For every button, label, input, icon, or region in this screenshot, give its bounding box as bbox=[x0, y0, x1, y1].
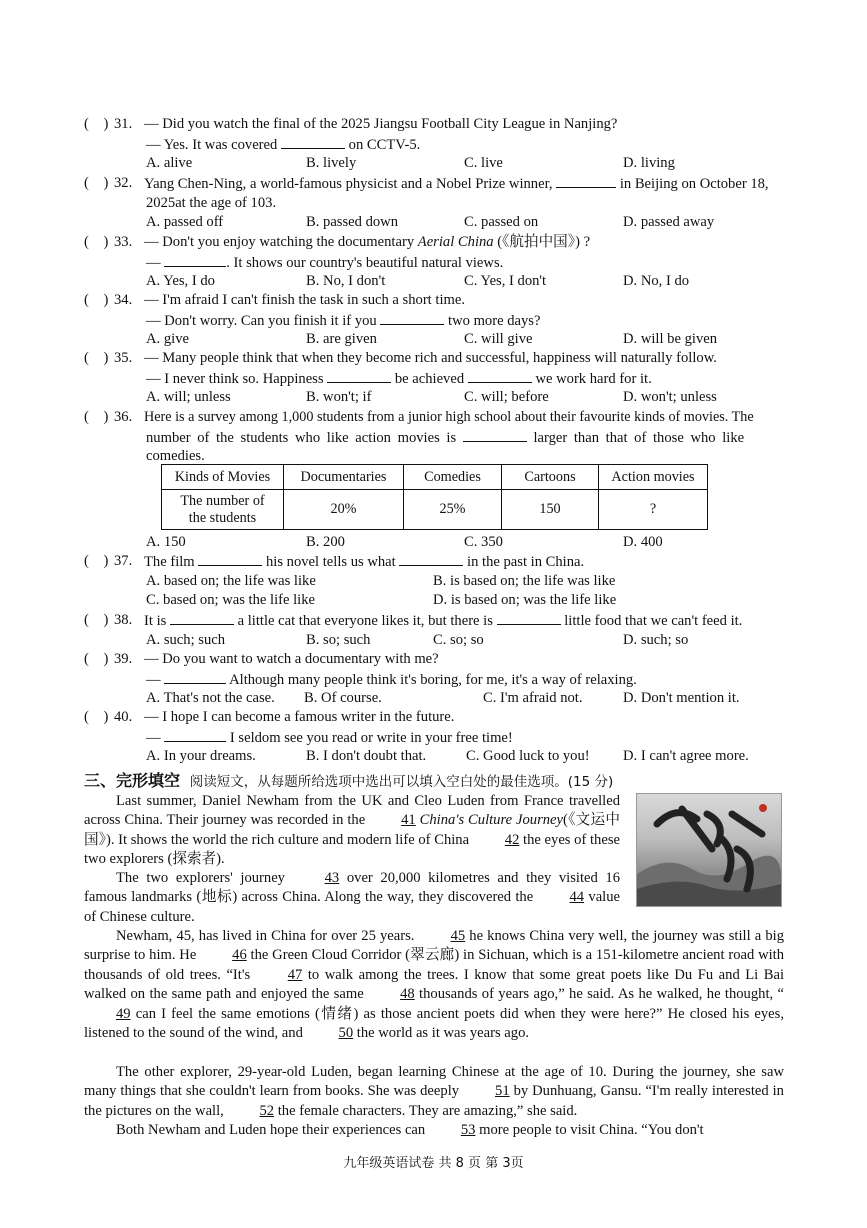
question-34 bbox=[84, 291, 790, 350]
question-35 bbox=[84, 349, 790, 408]
question-36-options bbox=[84, 533, 790, 553]
option-b: B. No, I don't bbox=[306, 273, 386, 290]
question-text: Here is a survey among 1,000 students from a junior high school about their favourite kinds of movies. The bbox=[144, 409, 754, 425]
question-number: 32. bbox=[114, 175, 133, 191]
question-text: Although many people think it's boring, for me, it's a way of relaxing. bbox=[229, 671, 637, 688]
row-label-line: the students bbox=[188, 509, 257, 526]
question-text: — Yes. It was covered bbox=[146, 136, 278, 153]
passage-text: the eyes of these two explorers (探索者). bbox=[84, 831, 620, 868]
question-number: 34. bbox=[114, 292, 133, 308]
answer-blank bbox=[164, 253, 226, 267]
question-text: — I'm afraid I can't finish the task in such a short time. bbox=[144, 292, 465, 308]
ink-painting-image bbox=[637, 794, 781, 906]
cloze-blank: 44 bbox=[569, 889, 585, 906]
dash: — bbox=[146, 671, 165, 688]
option-b: B. 200 bbox=[306, 534, 345, 550]
passage-paragraph-4 bbox=[84, 1063, 784, 1121]
option-a: A. In your dreams. bbox=[146, 748, 256, 765]
question-text: we work hard for it. bbox=[535, 370, 652, 387]
question-number: 39. bbox=[114, 651, 133, 667]
option-a: A. Yes, I do bbox=[146, 273, 215, 290]
passage-text: the female characters. They are amazing,” she said. bbox=[277, 1102, 578, 1119]
question-text: little food that we can't feed it. bbox=[564, 613, 743, 629]
question-text: on CCTV-5. bbox=[348, 136, 421, 153]
option-d: D. passed away bbox=[623, 214, 715, 231]
passage-text: Newham, 45, has lived in China for over 25 years. bbox=[116, 928, 415, 944]
table-row-label bbox=[162, 490, 284, 530]
answer-paren: ( ) bbox=[84, 292, 109, 308]
option-a: A. alive bbox=[146, 155, 193, 172]
documentary-title: Aerial China bbox=[417, 234, 494, 250]
passage-paragraph-5 bbox=[84, 1121, 784, 1140]
option-c: C. so; so bbox=[433, 631, 484, 648]
page-footer: 九年级英语试卷 共 8 页 第 3页 bbox=[343, 1156, 524, 1171]
cloze-blank: 53 bbox=[460, 1122, 476, 1138]
option-b: B. so; such bbox=[306, 631, 371, 648]
question-text: It is bbox=[144, 613, 167, 629]
passage-text: The two explorers' journey bbox=[116, 870, 285, 886]
answer-paren: ( ) bbox=[84, 612, 109, 628]
table-header: Kinds of Movies bbox=[162, 465, 284, 490]
option-b: B. Of course. bbox=[304, 690, 382, 707]
question-text: comedies. bbox=[146, 448, 205, 465]
option-b: B. I don't doubt that. bbox=[306, 748, 427, 765]
passage-text: Last summer, Daniel Newham from the UK and Cleo Luden from France travelled across China. Their journey was recorded in the bbox=[84, 793, 620, 829]
cloze-blank: 48 bbox=[400, 986, 415, 1003]
option-a: A. 150 bbox=[146, 534, 186, 550]
question-36 bbox=[84, 408, 790, 467]
question-text: — Don't worry. Can you finish it if you bbox=[146, 312, 377, 329]
option-a: A. such; such bbox=[146, 631, 226, 648]
section-instruction: 阅读短文，从每题所给选项中选出可以填入空白处的最佳选项。(15 分) bbox=[189, 774, 614, 790]
option-b: B. passed down bbox=[306, 214, 399, 231]
table-header: Cartoons bbox=[502, 465, 599, 490]
passage-text: value of Chinese culture. bbox=[84, 889, 620, 925]
answer-blank bbox=[497, 611, 561, 625]
passage-paragraph-2 bbox=[84, 869, 620, 927]
passage-text: the Green Cloud Corridor (翠云廊) in Sichuan, which is a 151-kilometre ancient road with thousands of old trees. “It's bbox=[84, 947, 785, 983]
passage-paragraph-3 bbox=[84, 927, 784, 1043]
question-number: 31. bbox=[114, 116, 133, 132]
answer-blank bbox=[164, 670, 226, 684]
passage-paragraph-1 bbox=[84, 792, 620, 870]
question-text: The film bbox=[144, 554, 195, 570]
question-text: (《航拍中国》) ? bbox=[497, 234, 591, 250]
option-c: C. passed on bbox=[464, 214, 539, 231]
passage-text: to walk among the trees. I know that some great poets like Du Fu and Li Bai walked on the same path and enjoyed the same bbox=[84, 966, 785, 1003]
option-d: D. will be given bbox=[623, 331, 718, 348]
question-text: two more days? bbox=[448, 312, 541, 329]
row-label-line: The number of bbox=[180, 492, 265, 509]
option-b: B. is based on; the life was like bbox=[433, 572, 616, 589]
option-c: C. Good luck to you! bbox=[466, 748, 590, 765]
cloze-blank: 41 bbox=[401, 812, 416, 829]
question-32 bbox=[84, 174, 790, 233]
cloze-blank: 47 bbox=[287, 966, 303, 983]
answer-paren: ( ) bbox=[84, 116, 109, 132]
question-text: larger than that of those who like bbox=[533, 429, 745, 446]
option-c: C. Yes, I don't bbox=[464, 273, 547, 290]
option-c: C. live bbox=[464, 155, 503, 172]
passage-text: can I feel the same emotions (情绪) as those ancient poets did when they were here?” He closed his eyes, listened to the sound of the wind, and bbox=[84, 1005, 784, 1042]
question-text: — Don't you enjoy watching the documentary bbox=[144, 234, 415, 250]
dash: — bbox=[146, 729, 165, 746]
question-number: 37. bbox=[114, 553, 133, 569]
question-text: — Do you want to watch a documentary with me? bbox=[144, 651, 439, 667]
question-text: . It shows our country's beautiful natural views. bbox=[226, 254, 504, 271]
cloze-blank: 49 bbox=[116, 1005, 131, 1022]
answer-blank bbox=[198, 552, 262, 566]
option-d: D. living bbox=[623, 155, 675, 172]
question-31 bbox=[84, 115, 790, 174]
option-d: D. is based on; was the life like bbox=[433, 592, 617, 609]
question-text: his novel tells us what bbox=[265, 554, 396, 570]
question-39 bbox=[84, 650, 790, 709]
answer-paren: ( ) bbox=[84, 651, 109, 667]
question-text: — I never think so. Happiness bbox=[146, 370, 324, 387]
option-d: D. I can't agree more. bbox=[623, 748, 749, 765]
answer-blank bbox=[170, 611, 234, 625]
answer-blank bbox=[556, 174, 616, 188]
option-b: B. are given bbox=[306, 331, 377, 348]
question-33 bbox=[84, 233, 790, 292]
answer-blank bbox=[468, 369, 532, 383]
option-a: A. give bbox=[146, 331, 189, 348]
option-d: D. No, I do bbox=[623, 273, 690, 290]
table-header: Comedies bbox=[404, 465, 502, 490]
answer-paren: ( ) bbox=[84, 553, 109, 569]
question-text: in Beijing on October 18, bbox=[619, 176, 769, 192]
question-text: in the past in China. bbox=[467, 554, 585, 570]
table-cell: 150 bbox=[502, 490, 599, 530]
option-c: C. will give bbox=[464, 331, 533, 348]
answer-paren: ( ) bbox=[84, 409, 109, 425]
question-number: 33. bbox=[114, 234, 133, 250]
dash: — bbox=[146, 254, 165, 271]
question-number: 36. bbox=[114, 409, 133, 425]
answer-blank bbox=[380, 311, 444, 325]
answer-paren: ( ) bbox=[84, 709, 109, 725]
passage-text: by Dunhuang, Gansu. “I'm really interested in the pictures on the wall, bbox=[84, 1083, 784, 1119]
option-a: A. passed off bbox=[146, 214, 224, 231]
cloze-blank: 46 bbox=[232, 947, 247, 964]
table-header: Action movies bbox=[599, 465, 708, 490]
survey-table bbox=[161, 464, 708, 530]
question-text: number of the students who like action movies is bbox=[146, 429, 457, 446]
cloze-blank: 42 bbox=[504, 831, 520, 848]
cloze-blank: 45 bbox=[450, 928, 466, 944]
answer-blank bbox=[399, 552, 463, 566]
option-a: A. will; unless bbox=[146, 389, 231, 406]
passage-text: The other explorer, 29-year-old Luden, began learning Chinese at the age of 10. During the journey, she saw many things that she couldn't learn from books. She was deeply bbox=[84, 1064, 784, 1100]
option-a: A. That's not the case. bbox=[146, 690, 275, 707]
section-title: 三、完形填空 bbox=[84, 771, 181, 790]
answer-paren: ( ) bbox=[84, 350, 109, 366]
question-text: a little cat that everyone likes it, but there is bbox=[237, 613, 493, 629]
question-text: — I hope I can become a famous writer in the future. bbox=[144, 709, 455, 725]
option-b: B. won't; if bbox=[306, 389, 372, 406]
question-37 bbox=[84, 552, 790, 611]
option-d: D. such; so bbox=[623, 631, 689, 648]
answer-blank bbox=[164, 728, 226, 742]
option-d: D. Don't mention it. bbox=[623, 690, 740, 707]
answer-blank bbox=[327, 369, 391, 383]
table-cell: 20% bbox=[284, 490, 404, 530]
cloze-blank: 43 bbox=[324, 870, 340, 886]
passage-text: the world as it was years ago. bbox=[356, 1025, 530, 1042]
option-b: B. lively bbox=[306, 155, 357, 172]
question-text: be achieved bbox=[394, 370, 465, 387]
passage-text: thousands of years ago,” he said. As he walked, he thought, “ bbox=[419, 986, 784, 1003]
answer-blank bbox=[281, 135, 345, 149]
option-d: D. 400 bbox=[623, 534, 663, 550]
question-number: 40. bbox=[114, 709, 133, 725]
passage-text: Both Newham and Luden hope their experiences can bbox=[116, 1122, 426, 1138]
question-number: 35. bbox=[114, 350, 133, 366]
option-c: C. 350 bbox=[464, 534, 503, 550]
option-c: C. based on; was the life like bbox=[146, 592, 316, 609]
cloze-blank: 50 bbox=[338, 1025, 354, 1042]
answer-blank bbox=[463, 428, 527, 442]
table-cell: 25% bbox=[404, 490, 502, 530]
table-header: Documentaries bbox=[284, 465, 404, 490]
option-d: D. won't; unless bbox=[623, 389, 717, 406]
culture-journey-image bbox=[636, 793, 782, 907]
section-header bbox=[84, 768, 613, 791]
passage-text: (《文运中国》). It shows the world the rich culture and modern life of China bbox=[84, 812, 620, 848]
passage-text: he knows China very well, the journey was still a big surprise to him. He bbox=[84, 928, 785, 964]
cloze-blank: 52 bbox=[259, 1102, 275, 1119]
option-c: C. I'm afraid not. bbox=[483, 690, 583, 707]
question-38 bbox=[84, 611, 790, 650]
answer-paren: ( ) bbox=[84, 234, 109, 250]
documentary-title: China's Culture Journey bbox=[419, 812, 563, 829]
question-text: I seldom see you read or write in your free time! bbox=[229, 729, 513, 746]
passage-text: more people to visit China. “You don't bbox=[479, 1122, 704, 1138]
answer-paren: ( ) bbox=[84, 175, 109, 191]
question-text: 2025at the age of 103. bbox=[146, 194, 277, 211]
question-number: 38. bbox=[114, 612, 133, 628]
cloze-blank: 51 bbox=[495, 1083, 510, 1100]
question-text: — Did you watch the final of the 2025 Jiangsu Football City League in Nanjing? bbox=[144, 116, 618, 132]
table-cell: ? bbox=[599, 490, 708, 530]
question-text: Yang Chen-Ning, a world-famous physicist and a Nobel Prize winner, bbox=[144, 176, 553, 192]
passage-text: over 20,000 kilometres and they visited 16 famous landmarks (地标) across China. Along the way, they discovered the bbox=[84, 870, 621, 906]
option-c: C. will; before bbox=[464, 389, 549, 406]
question-text: — Many people think that when they become rich and successful, happiness will naturally follow. bbox=[144, 350, 717, 366]
option-a: A. based on; the life was like bbox=[146, 572, 316, 589]
question-40 bbox=[84, 708, 790, 767]
